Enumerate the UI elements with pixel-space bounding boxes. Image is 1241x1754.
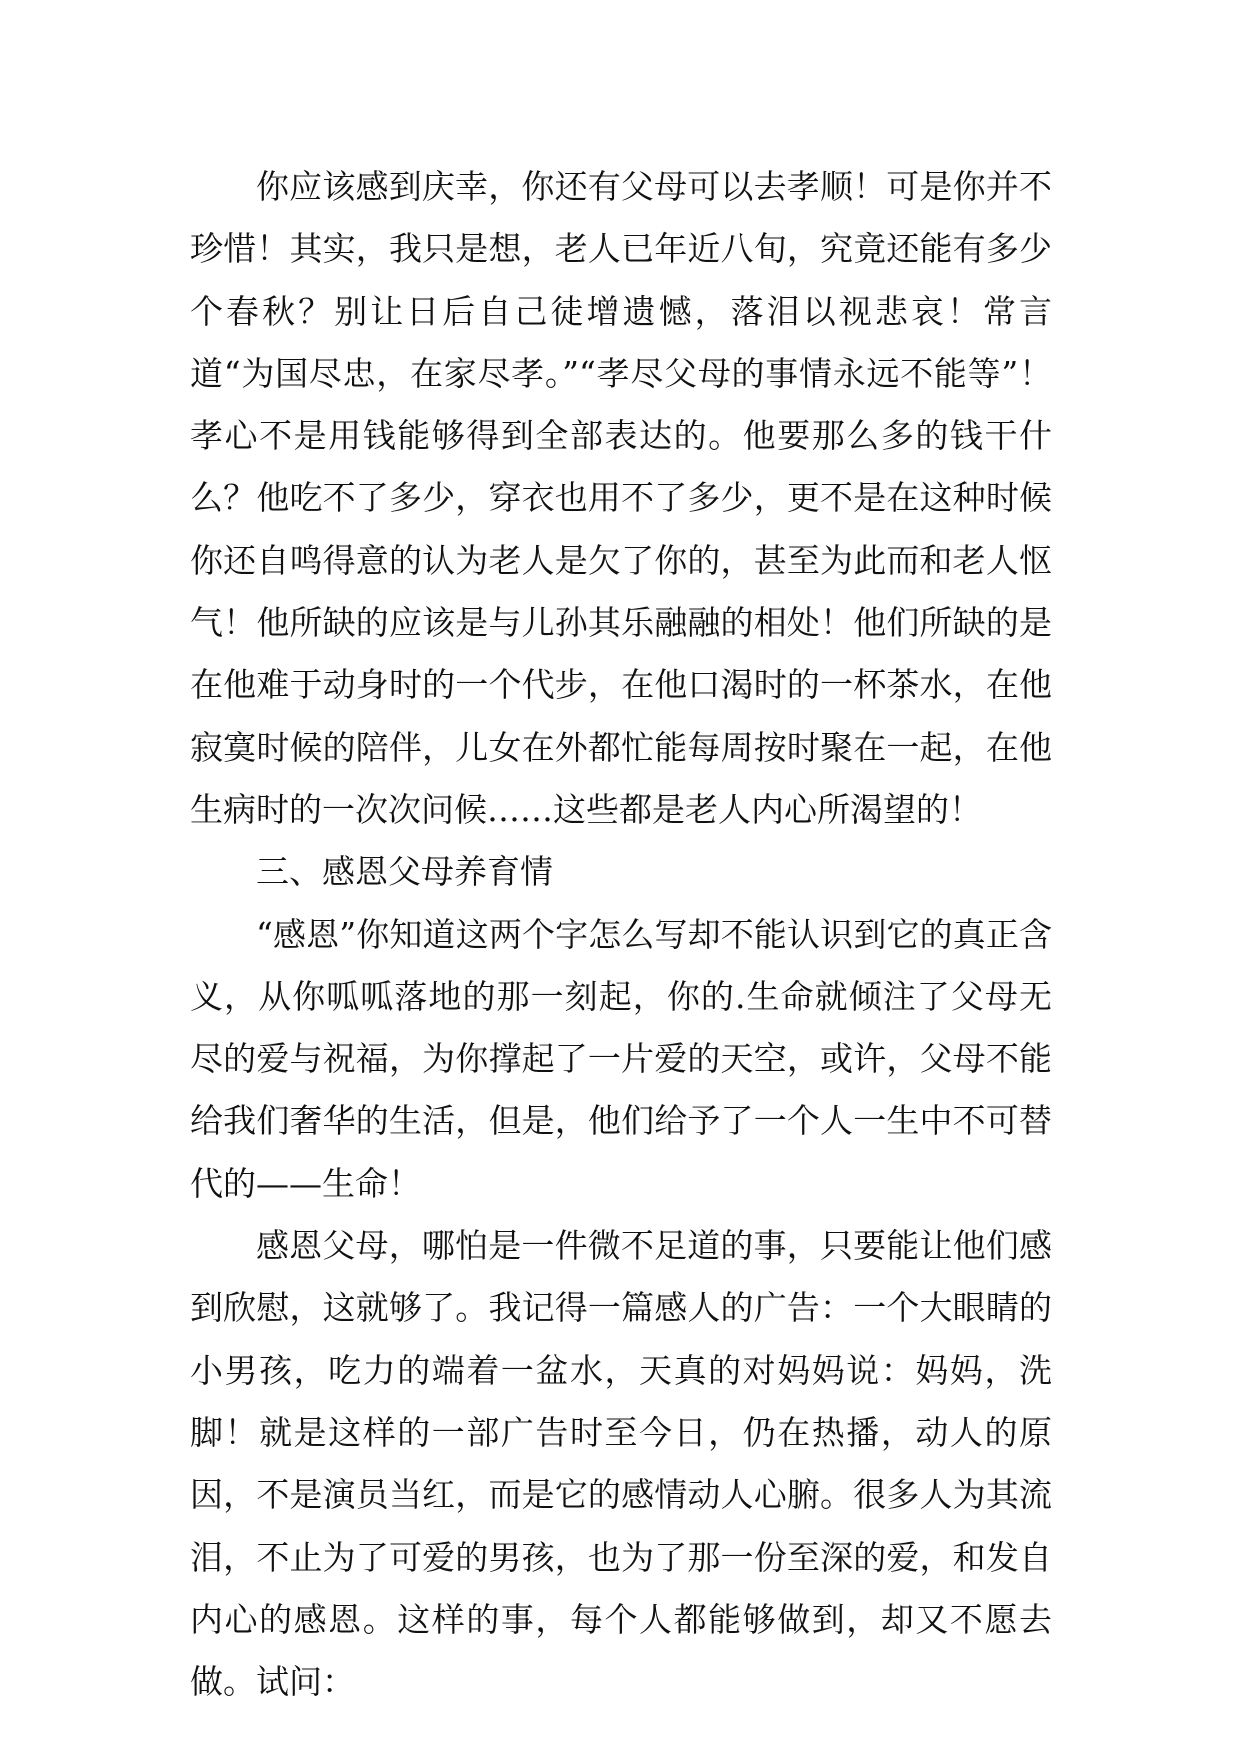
paragraph-gratitude-meaning: “感恩”你知道这两个字怎么写却不能认识到它的真正含义，从你呱呱落地的那一刻起，你的.生命就倾注了父母无尽的爱与祝福，为你撑起了一片爱的天空，或许，父母不能给我们奢华的生活，但是，他们给予了一个人一生中不可替代的——生命！ [190, 914, 1052, 1203]
section-heading-gratitude: 三、感恩父母养育情 [256, 852, 553, 892]
document-body [190, 156, 1052, 1713]
paragraph-filial-piety: 你应该感到庆幸，你还有父母可以去孝顺！可是你并不珍惜！其实，我只是想，老人已年近八旬，究竟还能有多少个春秋？别让日后自己徒增遗憾，落泪以视悲哀！常言道“为国尽忠，在家尽孝。”“孝尽父母的事情永远不能等”！孝心不是用钱能够得到全部表达的。他要那么多的钱干什么？他吃不了多少，穿衣也用不了多少，更不是在这种时候你还自鸣得意的认为老人是欠了你的，甚至为此而和老人怄气！他所缺的应该是与儿孙其乐融融的相处！他们所缺的是在他难于动身时的一个代步，在他口渴时的一杯茶水，在他寂寞时候的陪伴，儿女在外都忙能每周按时聚在一起，在他生病时的一次次问候……这些都是老人内心所渴望的！ [190, 167, 1052, 829]
paragraph-advertisement-story: 感恩父母，哪怕是一件微不足道的事，只要能让他们感到欣慰，这就够了。我记得一篇感人的广告：一个大眼睛的小男孩，吃力的端着一盆水，天真的对妈妈说：妈妈，洗脚！就是这样的一部广告时至今日，仍在热播，动人的原因，不是演员当红，而是它的感情动人心腑。很多人为其流泪，不止为了可爱的男孩，也为了那一份至深的爱，和发自内心的感恩。这样的事，每个人都能够做到，却又不愿去做。试问： [190, 1226, 1052, 1702]
